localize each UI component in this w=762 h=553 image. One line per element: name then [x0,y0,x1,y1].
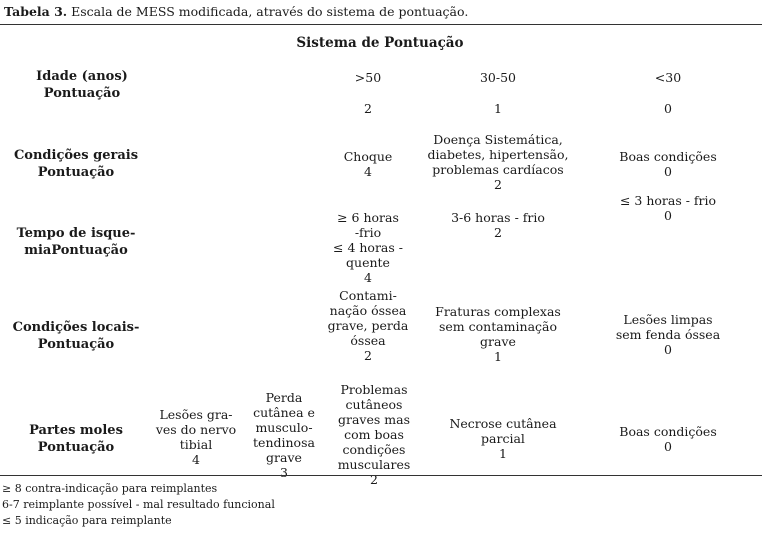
row-head-condicoes-locais: Condições locais- Pontuação [12,320,140,352]
cell-condicoes-gerais-3: Boas condições 0 [619,149,717,179]
cell-condicoes-locais-1: Contami- nação óssea grave, perda óssea 2 [327,288,409,363]
caption-text: Escala de MESS modificada, através do sistema de pontuação. [71,4,469,19]
cell-tempo-isquemia-1: ≥ 6 horas -frio ≤ 4 horas - quente 4 [333,210,403,285]
row-head-partes-moles: Partes moles Pontuação [29,423,123,455]
cell-partes-moles-2: Perda cutânea e musculo- tendinosa grave 3 [253,390,315,480]
footnote-3: ≤ 5 indicação para reimplante [2,514,172,527]
cell-partes-moles-5: Boas condições 0 [619,424,717,454]
row-head-idade: Idade (anos) Pontuação [36,69,128,101]
cell-tempo-isquemia-3: ≤ 3 horas - frio 0 [619,193,717,223]
cell-idade-2: 30-50 1 [479,70,517,116]
cell-tempo-isquemia-2: 3-6 horas - frio 2 [451,210,545,240]
table-caption [4,4,468,20]
footnote-2: 6-7 reimplante possível - mal resultado funcional [2,498,275,511]
cell-condicoes-locais-2: Fraturas complexas sem contaminação grave 1 [435,304,561,364]
cell-partes-moles-4: Necrose cutânea parcial 1 [449,416,557,461]
row-head-tempo-isquemia: Tempo de isque- miaPontuação [16,226,136,258]
scoring-system-header: Sistema de Pontuação [296,35,464,51]
cell-idade-1: >50 2 [354,70,382,116]
caption-label: Tabela 3. [4,4,68,19]
cell-idade-3: <30 0 [654,70,682,116]
cell-condicoes-gerais-1: Choque 4 [343,149,393,179]
footnote-1: ≥ 8 contra-indicação para reimplantes [2,482,218,495]
cell-condicoes-gerais-2: Doença Sistemática, diabetes, hipertensão, problemas cardíacos 2 [427,132,569,192]
top-rule [0,24,762,25]
row-head-condicoes-gerais: Condições gerais Pontuação [13,148,139,180]
cell-partes-moles-3: Problemas cutâneos graves mas com boas condições musculares 2 [337,382,411,487]
bottom-rule [0,475,762,476]
cell-condicoes-locais-3: Lesões limpas sem fenda óssea 0 [615,312,721,357]
cell-partes-moles-1: Lesões gra- ves do nervo tibial 4 [155,407,237,467]
